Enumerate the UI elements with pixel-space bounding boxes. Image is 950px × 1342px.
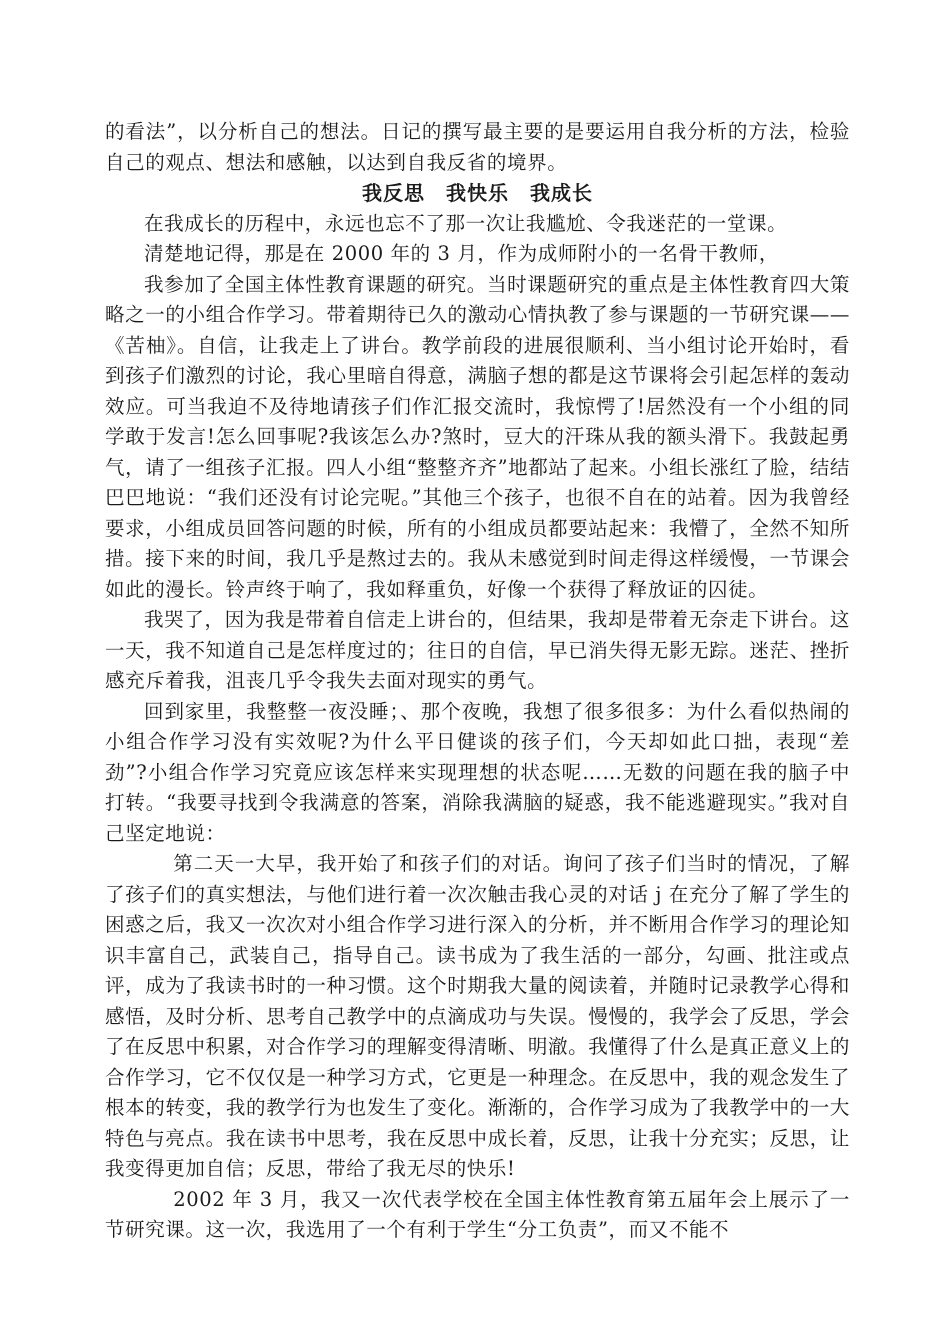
intro-paragraph: 的看法”，以分析自己的想法。日记的撰写最主要的是要运用自我分析的方法，检验自己的观点、想法和感触，以达到自我反省的境界。 xyxy=(105,120,850,174)
body-paragraph-2: 清楚地记得，那是在 2000 年的 3 月，作为成师附小的一名骨干教师， xyxy=(144,242,779,265)
body-paragraph-4: 我哭了，因为我是带着自信走上讲台的，但结果，我却是带着无奈走下讲台。这一天，我不知道自己是怎样度过的；往日的自信，早已消失得无影无踪。迷茫、挫折感充斥着我，沮丧几乎令我失去面对现实的勇气。 xyxy=(105,608,850,692)
body-paragraph-7: 2002 年 3 月，我又一次代表学校在全国主体性教育第五届年会上展示了一节研究课。这一次，我选用了一个有利于学生“分工负责”，而又不能不 xyxy=(105,1187,850,1241)
body-paragraph-5: 回到家里，我整整一夜没睡；、那个夜晚，我想了很多很多：为什么看似热闹的小组合作学习没有实效呢?为什么平日健谈的孩子们，今天却如此口拙，表现“差劲”?小组合作学习究竟应该怎样来实现理想的状态呢……无数的问题在我的脑子中打转。“我要寻找到令我满意的答案，消除我满脑的疑惑，我不能逃避现实。”我对自己坚定地说： xyxy=(105,699,850,845)
section-title: 我反思 我快乐 我成长 xyxy=(362,181,593,205)
body-paragraph-3: 我参加了全国主体性教育课题的研究。当时课题研究的重点是主体性教育四大策略之一的小组合作学习。带着期待已久的激动心情执教了参与课题的一节研究课——《苦柚》。自信，让我走上了讲台。教学前段的进展很顺利、当小组讨论开始时，看到孩子们激烈的讨论，我心里暗自得意，满脑子想的都是这节课将会引起怎样的轰动效应。可当我迫不及待地请孩子们作汇报交流时，我惊愕了!居然没有一个小组的同学敢于发言!怎么回事呢?我该怎么办?煞时，豆大的汗珠从我的额头滑下。我鼓起勇气，请了一组孩子汇报。四人小组“整整齐齐”地都站了起来。小组长涨红了脸，结结巴巴地说：“我们还没有讨论完呢。”其他三个孩子，也很不自在的站着。因为我曾经要求，小组成员回答问题的时候，所有的小组成员都要站起来：我懵了，全然不知所措。接下来的时间，我几乎是熬过去的。我从未感觉到时间走得这样缓慢，一节课会如此的漫长。铃声终于响了，我如释重负，好像一个获得了释放证的囚徒。 xyxy=(105,272,850,601)
document-page xyxy=(105,117,850,1246)
body-paragraph-6: 第二天一大早，我开始了和孩子们的对话。询问了孩子们当时的情况，了解了孩子们的真实想法，与他们进行着一次次触击我心灵的对话 j 在充分了解了学生的困惑之后，我又一次次对小组合作学习进行深入的分析，并不断用合作学习的理论知识丰富自己，武装自己，指导自己。读书成为了我生活的一部分，勾画、批注或点评，成为了我读书时的一种习惯。这个时期我大量的阅读着，并随时记录教学心得和感悟，及时分析、思考自己教学中的点滴成功与失误。慢慢的，我学会了反思，学会了在反思中积累，对合作学习的理解变得清晰、明澈。我懂得了什么是真正意义上的合作学习，它不仅仅是一种学习方式，它更是一种理念。在反思中，我的观念发生了根本的转变，我的教学行为也发生了变化。渐渐的，合作学习成为了我教学中的一大特色与亮点。我在读书中思考，我在反思中成长着，反思，让我十分充实；反思，让我变得更加自信；反思，带给了我无尽的快乐! xyxy=(105,852,850,1180)
body-paragraph-1: 在我成长的历程中，永远也忘不了那一次让我尴尬、令我迷茫的一堂课。 xyxy=(144,211,788,235)
